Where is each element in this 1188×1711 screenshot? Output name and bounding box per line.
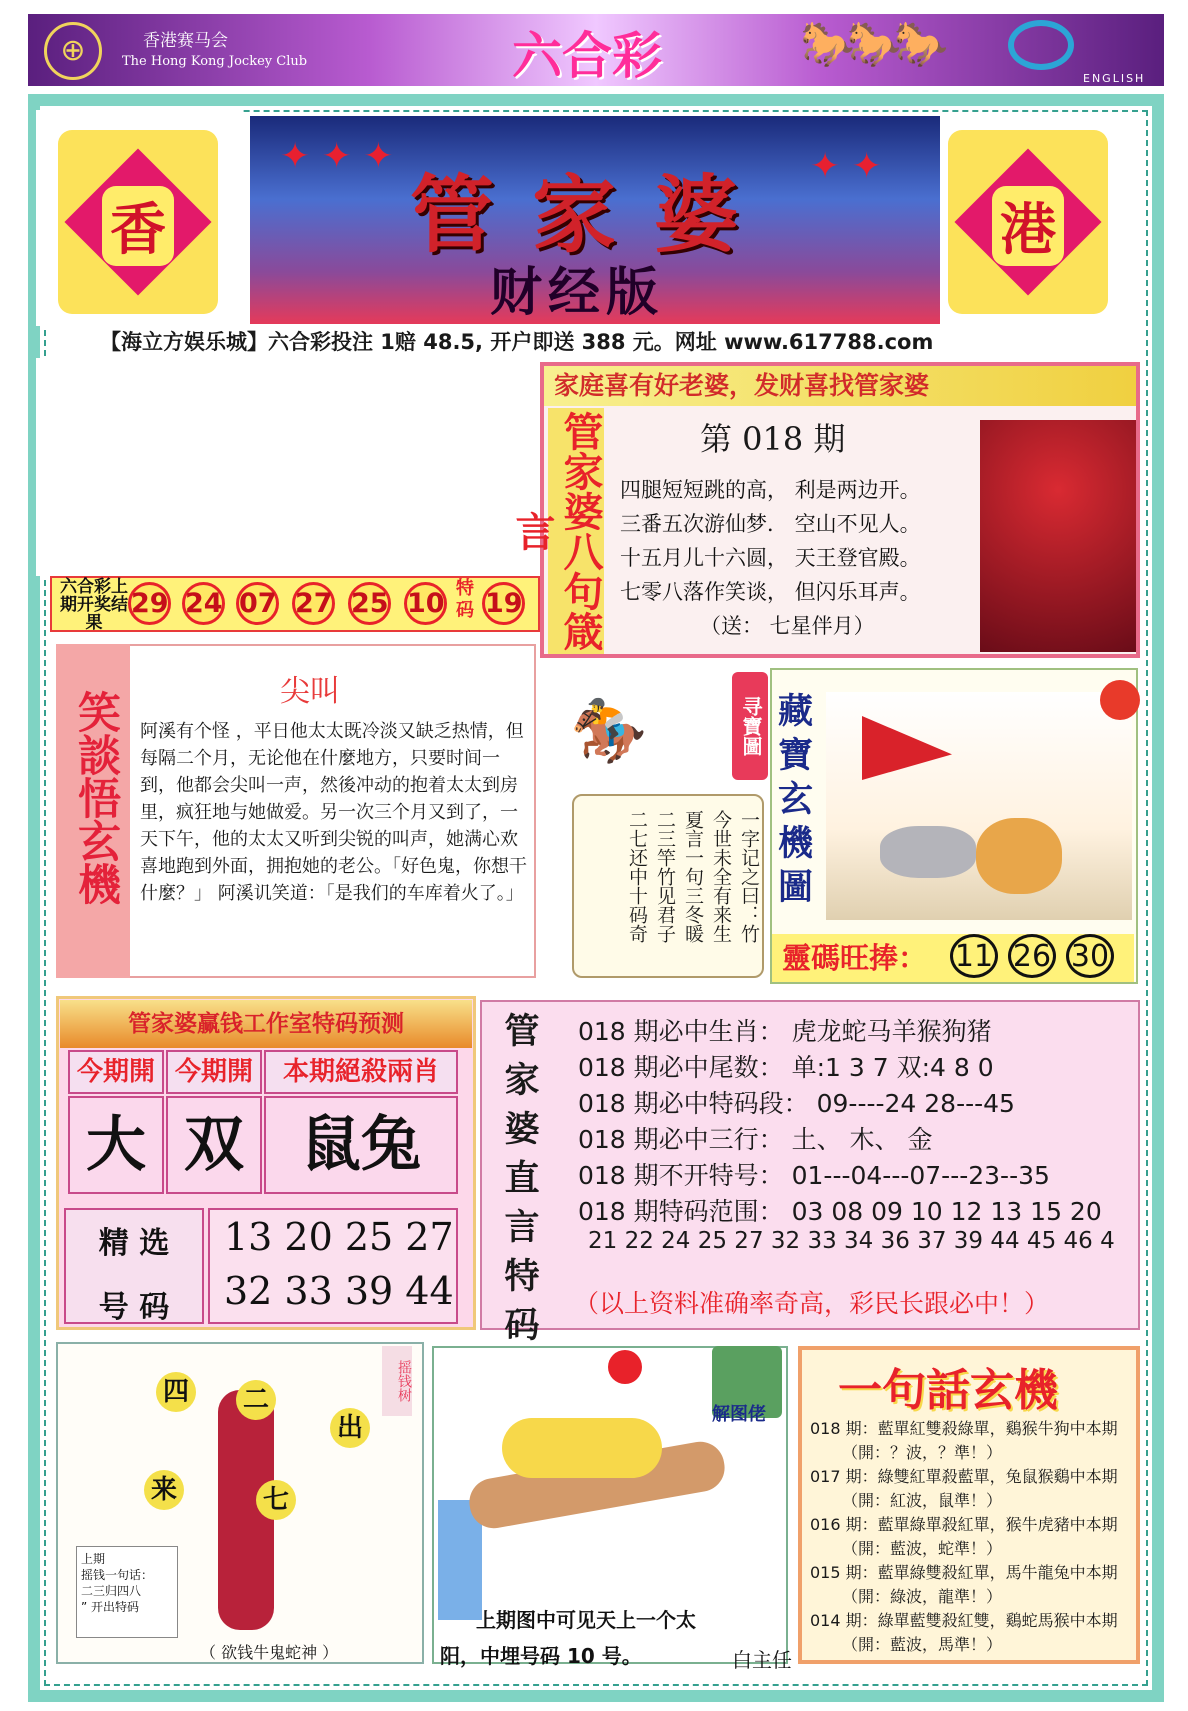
joke-title: 尖叫 — [280, 674, 340, 709]
decode-badge-label: 解图佬 — [712, 1404, 766, 1425]
picked-numbers — [208, 1208, 458, 1324]
leopard-caption: 阳，中埋号码 10 号。 — [440, 1644, 642, 1668]
tip-line: 21 22 24 25 27 32 33 34 36 37 39 44 45 46 4 — [588, 1228, 1115, 1254]
tree-fruit: 七 — [256, 1480, 296, 1520]
tree-fruit: 来 — [144, 1470, 184, 1510]
star-deco-icon: ✦ ✦ — [810, 146, 882, 187]
result-ball: 29 — [128, 582, 171, 625]
masthead-subtitle: 财经版 — [490, 263, 665, 323]
tip-line: 018 期必中三行： 土、 木、 金 — [578, 1125, 933, 1154]
picked-numbers-label — [64, 1208, 204, 1324]
prediction-col-header: 本期絕殺兩肖 — [264, 1050, 458, 1094]
tip-line: 018 期必中特码段： 09----24 28---45 — [578, 1089, 1015, 1118]
english-link[interactable]: ENGLISH — [1083, 72, 1146, 85]
pick-row: 13 20 25 27 — [224, 1215, 454, 1259]
sun-icon — [1100, 680, 1140, 720]
issue-number: 第 018 期 — [700, 420, 846, 458]
hkjc-logo-icon[interactable]: ⊕ — [44, 22, 102, 80]
leopard-caption: 上期图中可见天上一个太 — [476, 1608, 696, 1632]
direct-side-title: 管家婆直言特码 — [504, 1012, 540, 1346]
one-word-entry: 014 期：綠單藍雙殺紅雙，鷄蛇馬猴中本期 — [810, 1611, 1118, 1630]
poem-line: 十五月儿十六圆， 天王登官殿。 — [620, 546, 921, 570]
result-ball: 24 — [182, 582, 225, 625]
prediction-col-header: 今期開 — [68, 1050, 164, 1094]
scroll-column: 夏言一句三冬暖 — [682, 810, 704, 943]
tree-fruit: 出 — [330, 1408, 370, 1448]
tip-line: 018 期不开特号： 01---04---07---23--35 — [578, 1161, 1050, 1190]
one-word-result: （開：藍波，馬準！） — [842, 1635, 1003, 1654]
horse-rider-icon: 🏇 — [570, 694, 648, 767]
one-word-entry: 017 期：綠雙紅單殺藍單，兔鼠猴鷄中本期 — [810, 1467, 1118, 1486]
money-tree-tag: 摇钱树 — [382, 1346, 412, 1416]
lucky-ball: 11 — [950, 934, 998, 978]
leopard-icon — [502, 1418, 662, 1478]
lucky-ball: 26 — [1008, 934, 1056, 978]
one-word-entry: 018 期：藍單紅雙殺綠單，鷄猴牛狗中本期 — [810, 1419, 1118, 1438]
one-word-result: （開：綠波，龍準！） — [842, 1587, 1003, 1606]
club-name-en: The Hong Kong Jockey Club — [122, 54, 308, 69]
one-word-result: （開：紅波，鼠準！） — [842, 1491, 1003, 1510]
poem-gift: （送： 七星伴月） — [700, 614, 875, 638]
poem-line: 四腿短短跳的高， 利是两边开。 — [620, 478, 921, 502]
one-word-entry: 016 期：藍單綠單殺紅單，猴牛虎豬中本期 — [810, 1515, 1118, 1534]
tree-note: 上期 摇钱一句话： 二三归四八 ” 开出特码 — [76, 1546, 178, 1638]
tree-fruit: 四 — [156, 1372, 196, 1412]
scroll-column: 今世未全有来生 — [710, 810, 732, 943]
racing-horses-icon: 🐎🐎🐎 — [800, 19, 941, 70]
tip-line: 018 期必中尾数： 单:1 3 7 双:4 8 0 — [578, 1053, 994, 1082]
prediction-big-small: 大 — [68, 1096, 164, 1194]
poem-line: 三番五次游仙梦． 空山不见人。 — [620, 512, 921, 536]
result-ball: 07 — [236, 582, 279, 625]
lucky-ball: 30 — [1066, 934, 1114, 978]
left-lantern-char: 香 — [86, 186, 190, 266]
club-name-cn: 香港赛马会 — [143, 31, 228, 51]
joke-text: 阿溪有个怪 ，平日他太太既冷淡又缺乏热情，但每隔二个月，无论他在什麼地方，只要时间一到，他都会尖叫一声，然後冲动的抱着太太到房里，疯狂地与她做爱。另一次三个月又到了，一天下午，他的太太又听到尖锐的叫声，她满心欢喜地跑到外面，拥抱她的老公。「好色鬼，你想干什麼？」 阿溪讥笑道：「是我们的车库着火了。」 — [140, 721, 527, 904]
prediction-heading: 管家婆赢钱工作室特码预测 — [60, 1000, 472, 1048]
lucky-label: 靈碼旺捧： — [782, 941, 928, 975]
masthead-title: 管家婆 — [410, 165, 777, 264]
one-word-title: 一句話玄機 — [838, 1365, 1058, 1416]
tip-line: 018 期特码范围： 03 08 09 10 12 13 15 20 — [578, 1197, 1102, 1226]
eight-lines-heading: 家庭喜有好老婆，发财喜找管家婆 — [544, 366, 1136, 406]
joke-side-title: 笑談悟玄機 — [71, 690, 121, 905]
tree-fruit: 二 — [236, 1380, 276, 1420]
result-ball: 27 — [292, 582, 335, 625]
tips-note: （以上资料准确率奇高，彩民长跟必中！） — [574, 1289, 1050, 1318]
poem-line: 七零八落作笑谈， 但闪乐耳声。 — [620, 580, 921, 604]
prediction-kill-zodiac: 鼠兔 — [264, 1096, 458, 1194]
special-label: 特码 — [456, 578, 474, 621]
one-word-result: （開：？波，？準！） — [842, 1443, 1003, 1462]
eight-lines-side-title: 管家婆八句箴言 — [548, 408, 604, 654]
pick-row: 32 33 39 44 — [224, 1269, 454, 1313]
one-word-result: （開：藍波，蛇準！） — [842, 1539, 1003, 1558]
star-deco-icon: ✦ ✦ ✦ — [280, 136, 394, 177]
special-ball: 19 — [482, 582, 525, 625]
treasure-title: 藏寶玄機圖 — [778, 692, 814, 908]
blank-area — [36, 358, 536, 576]
scroll-column: 二七还中十码奇 — [626, 810, 648, 943]
signature: 白主任 — [732, 1648, 792, 1672]
result-ball: 10 — [404, 582, 447, 625]
scroll-column: 二三竿竹见君子 — [654, 810, 676, 943]
prediction-odd-even: 双 — [166, 1096, 262, 1194]
cat-icon — [976, 818, 1062, 894]
right-lantern-char: 港 — [976, 186, 1080, 266]
mark-six-title: 六合彩 — [512, 27, 662, 85]
tree-caption: （ 欲钱牛鬼蛇神 ） — [200, 1643, 339, 1662]
result-ball: 25 — [348, 582, 391, 625]
last-result-label: 六合彩上期开奖结果 — [60, 577, 128, 633]
tip-line: 018 期必中生肖： 虎龙蛇马羊猴狗猪 — [578, 1017, 992, 1046]
pick-label-line: 号 码 — [98, 1290, 170, 1325]
scroll-column: 一字记之曰：竹 — [738, 810, 760, 943]
advert-line[interactable]: 【海立方娱乐城】六合彩投注 1赔 48.5, 开户即送 388 元。网址 www.617788.com — [100, 330, 934, 354]
one-word-entry: 015 期：藍單綠雙殺紅單，馬牛龍兔中本期 — [810, 1563, 1118, 1582]
hunt-tag: 寻寶圖 — [732, 672, 768, 780]
rock-icon — [880, 826, 976, 878]
sun-icon — [608, 1350, 642, 1384]
bride-illustration — [980, 420, 1136, 652]
pick-label-line: 精 选 — [98, 1226, 170, 1261]
prediction-col-header: 今期開 — [166, 1050, 262, 1094]
mark-six-logo-icon — [1008, 20, 1074, 70]
